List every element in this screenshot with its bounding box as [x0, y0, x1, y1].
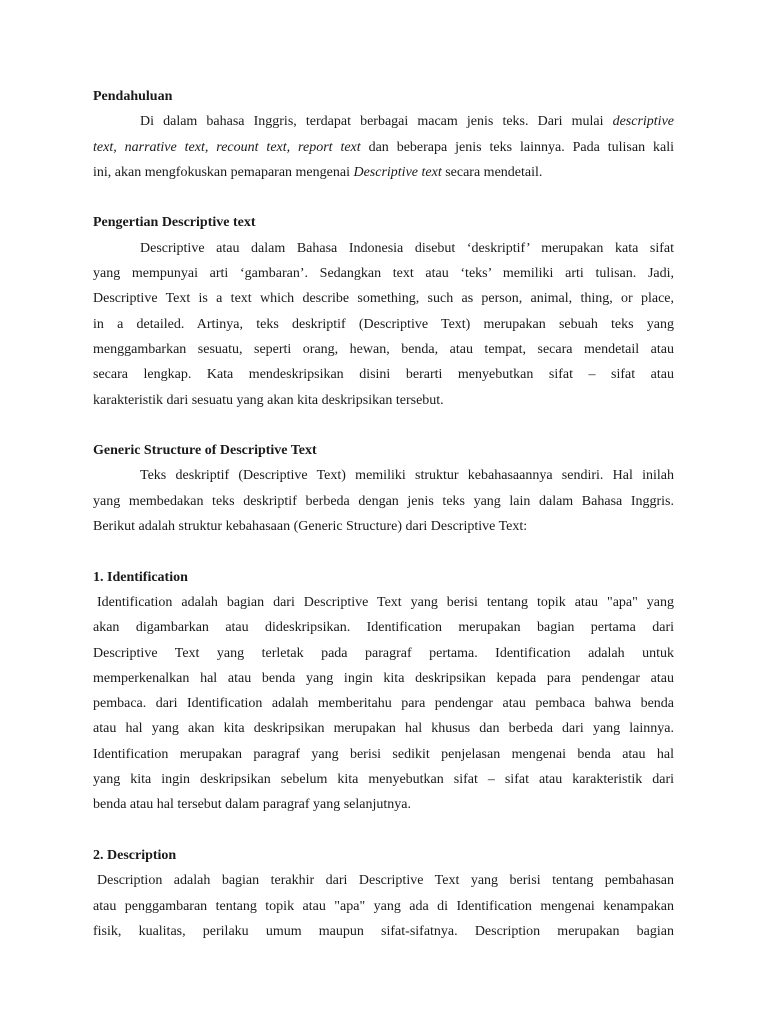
- paragraph-line: akan digambarkan atau dideskripsikan. Identification merupakan bagian pertama dari: [93, 620, 674, 636]
- paragraph-line: in a detailed. Artinya, teks deskriptif (Descriptive Text) merupakan sebuah teks yang: [93, 316, 674, 332]
- document-body: [93, 84, 674, 944]
- section-heading-identification: 1. Identification: [93, 569, 188, 585]
- paragraph-line: pembaca. dari Identification adalah memberitahu para pendengar atau pembaca bahwa benda: [93, 696, 674, 712]
- paragraph-line: ini, akan mengfokuskan pemaparan mengenai Descriptive text secara mendetail.: [93, 164, 543, 180]
- paragraph-line: yang kita ingin deskripsikan sebelum kita menyebutkan sifat – sifat atau karakteristik dari: [93, 772, 674, 788]
- paragraph-line: atau penggambaran tentang topik atau "apa" yang ada di Identification mengenai kenampakan: [93, 898, 674, 914]
- section-heading-generic-structure: Generic Structure of Descriptive Text: [93, 443, 317, 459]
- paragraph-line: memperkenalkan hal atau benda yang ingin kita deskripsikan kepada para pendengar atau: [93, 670, 674, 686]
- paragraph-line: Descriptive atau dalam Bahasa Indonesia disebut ‘deskriptif’ merupakan kata sifat: [140, 240, 674, 256]
- section-heading-pendahuluan: Pendahuluan: [93, 89, 173, 104]
- paragraph-line: Berikut adalah struktur kebahasaan (Generic Structure) dari Descriptive Text:: [93, 519, 528, 535]
- paragraph-line: menggambarkan sesuatu, seperti orang, hewan, benda, atau tempat, secara mendetail atau: [93, 341, 674, 357]
- paragraph-line: yang mempunyai arti ‘gambaran’. Sedangkan text atau ‘teks’ memiliki arti tulisan. Jadi,: [93, 266, 674, 282]
- paragraph-line: yang membedakan teks deskriptif berbeda dengan jenis teks yang lain dalam Bahasa Inggris.: [93, 493, 674, 509]
- paragraph-line: fisik, kualitas, perilaku umum maupun sifat-sifatnya. Description merupakan bagian: [93, 923, 674, 939]
- paragraph-line: Descriptive Text is a text which describe something, such as person, animal, thing, or place,: [93, 291, 674, 307]
- paragraph-line: secara lengkap. Kata mendeskripsikan disini berarti menyebutkan sifat – sifat atau: [93, 367, 674, 383]
- section-heading-description: 2. Description: [93, 847, 177, 863]
- paragraph-line: Identification merupakan paragraf yang berisi sedikit penjelasan mengenai benda atau hal: [93, 746, 674, 762]
- paragraph-line: karakteristik dari sesuatu yang akan kita deskripsikan tersebut.: [93, 392, 444, 408]
- section-heading-pengertian: Pengertian Descriptive text: [93, 215, 256, 231]
- paragraph-line: text, narrative text, recount text, report text dan beberapa jenis teks lainnya. Pada tulisan kali: [93, 139, 674, 155]
- paragraph-line: Teks deskriptif (Descriptive Text) memiliki struktur kebahasaannya sendiri. Hal inilah: [140, 468, 674, 484]
- paragraph-line: Di dalam bahasa Inggris, terdapat berbagai macam jenis teks. Dari mulai descriptive: [140, 114, 674, 130]
- paragraph-line: Descriptive Text yang terletak pada paragraf pertama. Identification adalah untuk: [93, 645, 674, 661]
- paragraph-line: Description adalah bagian terakhir dari Descriptive Text yang berisi tentang pembahasan: [97, 873, 674, 889]
- paragraph-line: Identification adalah bagian dari Descriptive Text yang berisi tentang topik atau "apa" yang: [97, 594, 674, 610]
- paragraph-line: benda atau hal tersebut dalam paragraf yang selanjutnya.: [93, 797, 411, 813]
- paragraph-line: atau hal yang akan kita deskripsikan merupakan hal khusus dan berbeda dari yang lainnya.: [93, 721, 674, 737]
